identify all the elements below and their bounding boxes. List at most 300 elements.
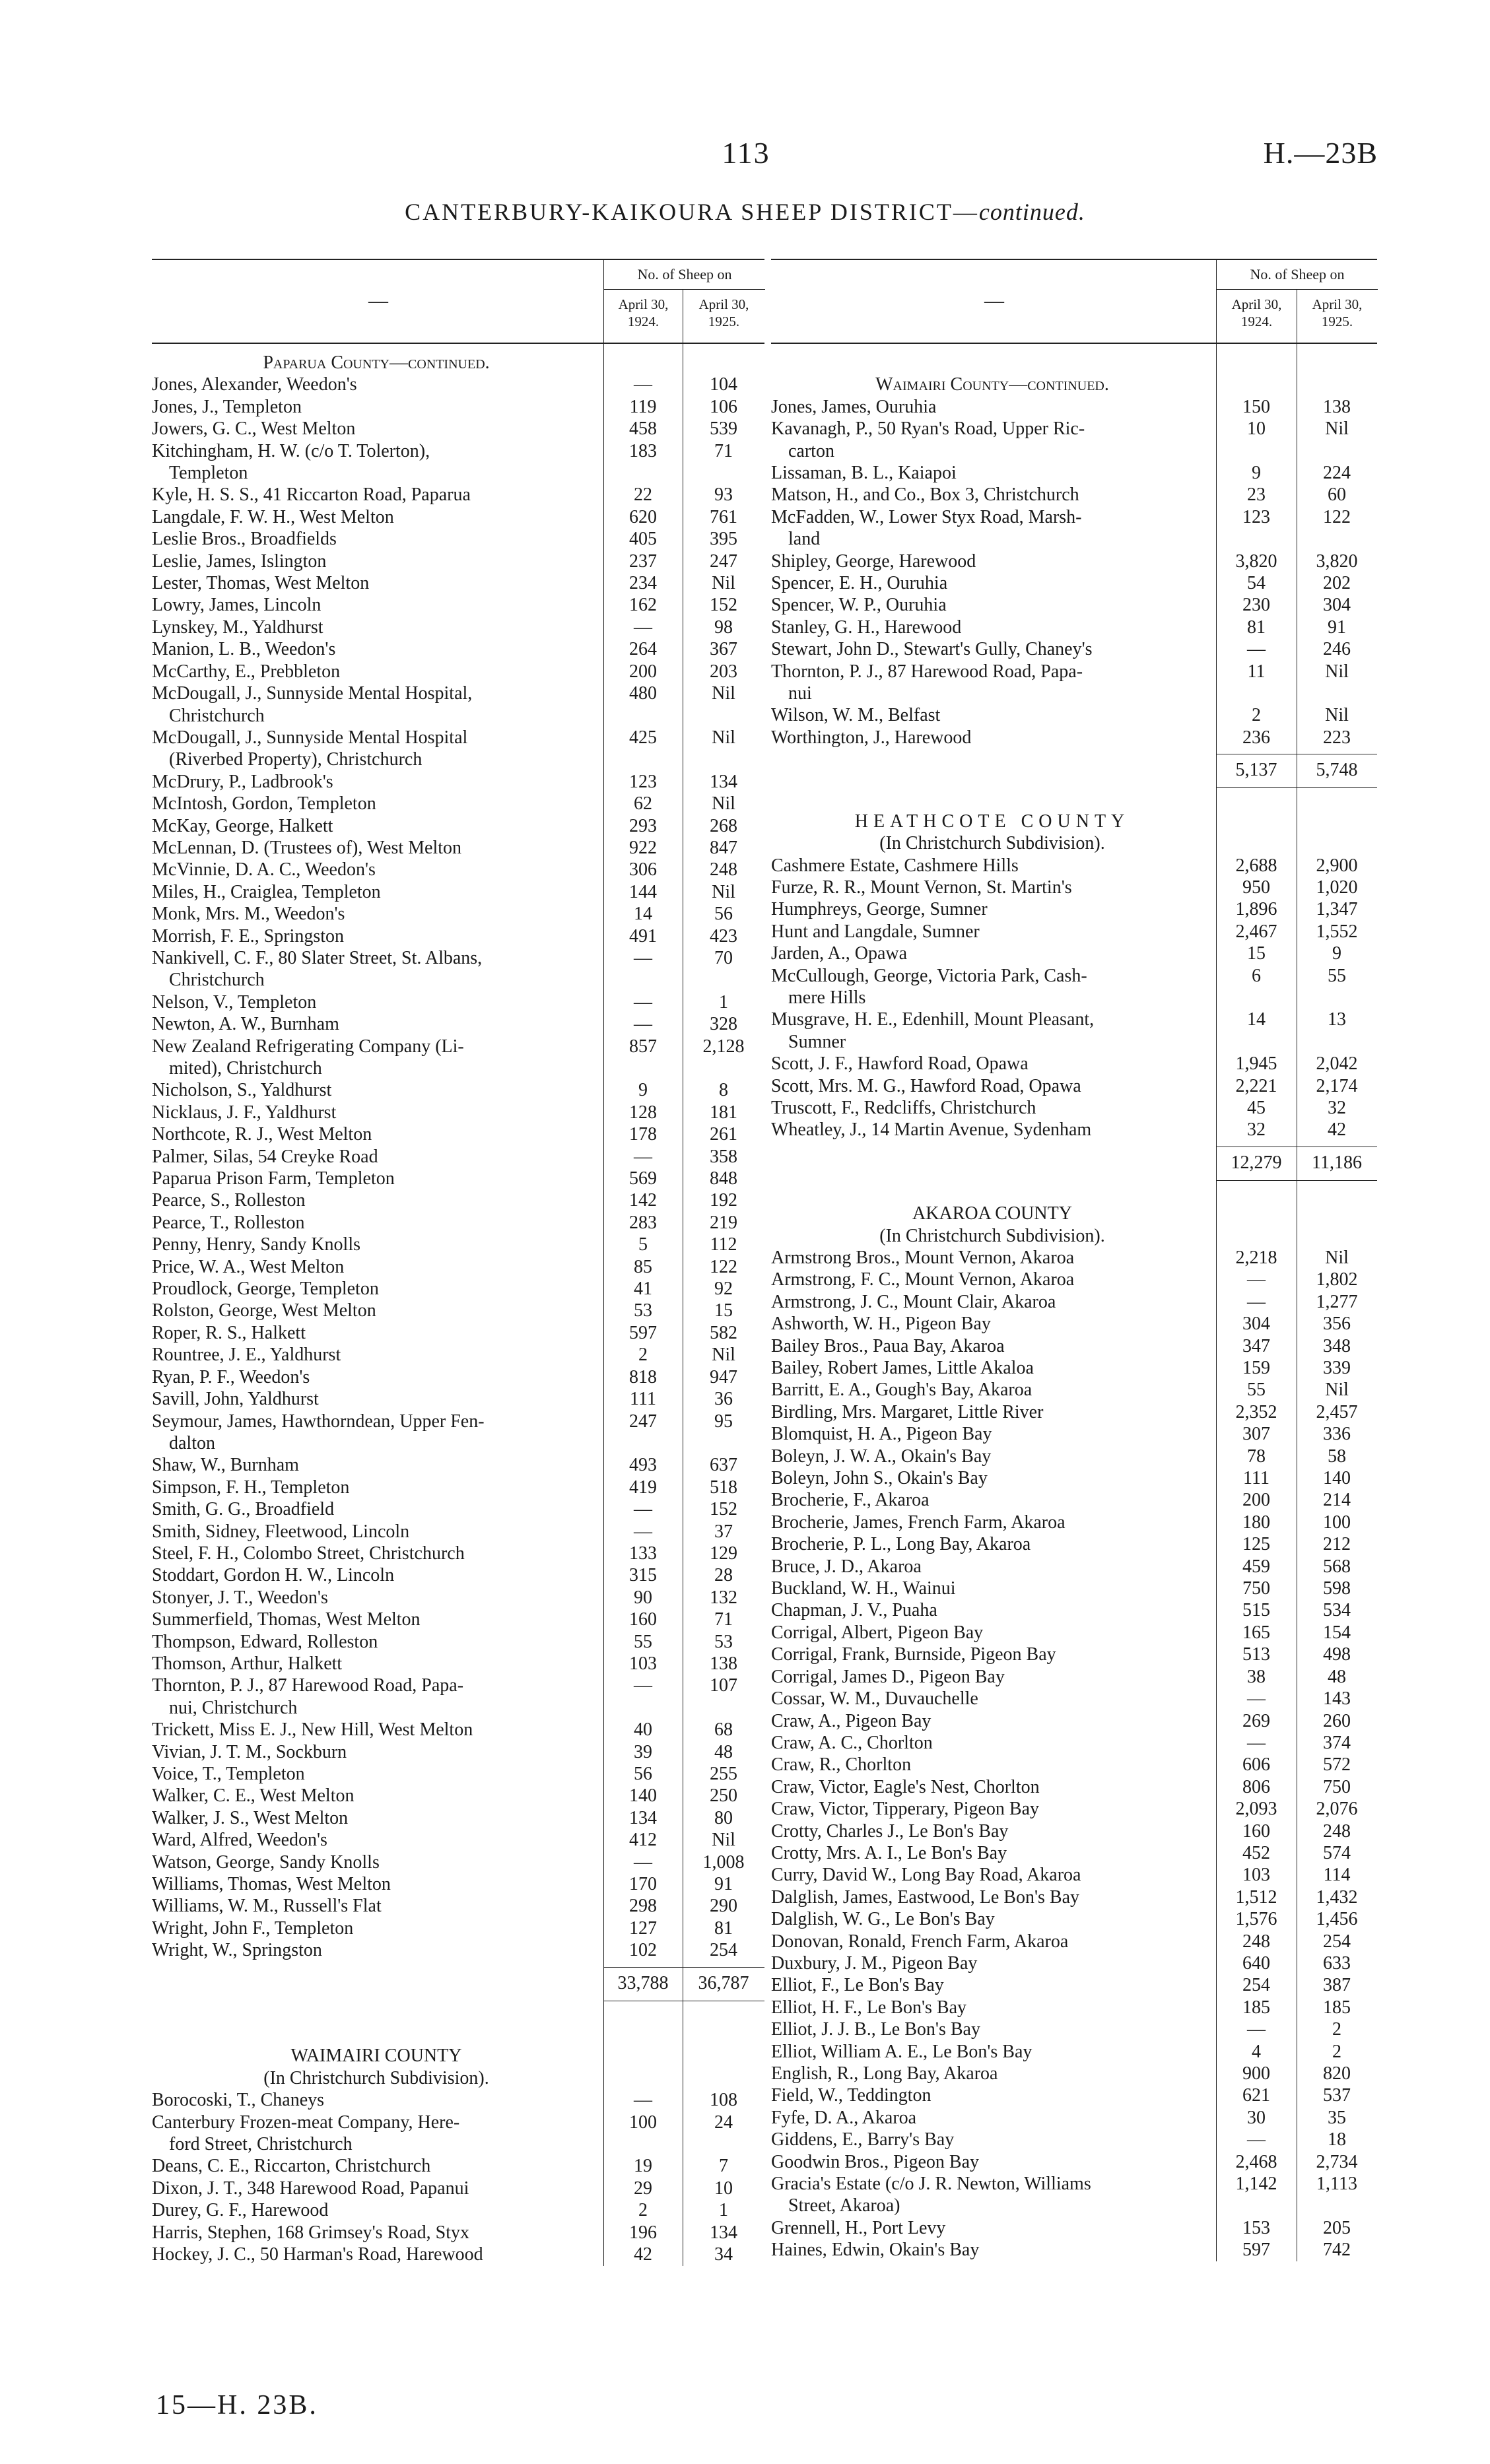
left-column bbox=[152, 259, 764, 2266]
entry-line: Worthington, J., Harewood bbox=[771, 727, 972, 748]
count-1924: 2 bbox=[638, 2200, 648, 2221]
entry-line: English, R., Long Bay, Akaroa bbox=[771, 2063, 998, 2084]
table-row bbox=[152, 1587, 764, 1609]
count-1924: — bbox=[1247, 1291, 1266, 1312]
entry-name bbox=[771, 484, 1207, 506]
count-1925: 1 bbox=[719, 991, 728, 1013]
table-body bbox=[771, 344, 1377, 2261]
count-1925: 181 bbox=[710, 1102, 737, 1123]
entry-name bbox=[771, 1688, 1207, 1710]
table-row bbox=[152, 1785, 764, 1807]
entry-name bbox=[771, 594, 1207, 616]
count-1924: 14 bbox=[1247, 1009, 1266, 1030]
count-1924: 162 bbox=[629, 595, 657, 616]
entry-line: Hockey, J. C., 50 Harman's Road, Harewood bbox=[152, 2244, 483, 2265]
county-subheading: (In Christchurch Subdivision). bbox=[879, 1225, 1105, 1246]
count-1924: 62 bbox=[634, 793, 652, 815]
entry-name bbox=[152, 440, 594, 484]
table-row bbox=[152, 1543, 764, 1564]
count-1924: 254 bbox=[1242, 1975, 1270, 1996]
entry-name bbox=[771, 1931, 1207, 1952]
count-1924: 56 bbox=[634, 1764, 652, 1784]
total-1924: 5,137 bbox=[1235, 760, 1277, 781]
header-col-1924: April 30, 1924. bbox=[1216, 289, 1297, 343]
count-1924: — bbox=[634, 2090, 652, 2111]
table-row bbox=[152, 1344, 764, 1366]
entry-line: Craw, A., Pigeon Bay bbox=[771, 1710, 931, 1731]
entry-name bbox=[152, 1189, 594, 1211]
entry-name bbox=[771, 1622, 1207, 1644]
count-1925: 750 bbox=[1323, 1776, 1351, 1797]
entry-name bbox=[152, 837, 594, 859]
entry-name bbox=[771, 1467, 1207, 1489]
table-row bbox=[771, 550, 1377, 572]
count-1924: 133 bbox=[629, 1543, 657, 1564]
entry-line: nui bbox=[788, 683, 812, 704]
entry-name bbox=[152, 771, 594, 793]
count-1924: 81 bbox=[1247, 616, 1266, 638]
entry-name bbox=[152, 1168, 594, 1189]
entry-name bbox=[152, 1564, 594, 1586]
count-1924: 412 bbox=[629, 1830, 657, 1851]
count-1924: 6 bbox=[1252, 965, 1261, 986]
count-1925: 2 bbox=[1332, 2019, 1341, 2040]
count-1924: 857 bbox=[629, 1036, 657, 1057]
count-1925: 1,432 bbox=[1316, 1886, 1358, 1908]
entry-name bbox=[771, 2217, 1207, 2239]
count-1925: 2,900 bbox=[1316, 855, 1358, 876]
count-1924: 150 bbox=[1242, 396, 1270, 417]
entry-line: Brocherie, James, French Farm, Akaroa bbox=[771, 1512, 1066, 1533]
entry-line: McLennan, D. (Trustees of), West Melton bbox=[152, 837, 462, 858]
count-1924: 170 bbox=[629, 1874, 657, 1895]
table-row bbox=[771, 1908, 1377, 1930]
count-1924: 30 bbox=[1247, 2107, 1266, 2128]
count-1925: 247 bbox=[710, 550, 737, 572]
count-1925: 60 bbox=[1328, 484, 1346, 506]
entry-name bbox=[152, 2112, 594, 2156]
table-row bbox=[152, 1851, 764, 1873]
count-1925: 91 bbox=[1328, 616, 1346, 638]
entry-line: Seymour, James, Hawthorndean, Upper Fen- bbox=[152, 1411, 485, 1432]
entry-line: nui, Christchurch bbox=[169, 1697, 298, 1718]
table-row bbox=[771, 2129, 1377, 2150]
count-1925: 34 bbox=[714, 2244, 733, 2265]
entry-name bbox=[771, 1864, 1207, 1886]
count-1924: 183 bbox=[629, 440, 657, 461]
title-suffix: continued. bbox=[978, 199, 1085, 225]
table-row bbox=[771, 1710, 1377, 1732]
header-dash: — bbox=[984, 290, 1004, 312]
count-1925: 192 bbox=[710, 1190, 737, 1211]
count-1924: 304 bbox=[1242, 1314, 1270, 1335]
table-body bbox=[152, 344, 764, 2266]
total-1925: 11,186 bbox=[1312, 1152, 1362, 1173]
entry-line: Gracia's Estate (c/o J. R. Newton, Williams bbox=[771, 2174, 1091, 2195]
count-1924: 55 bbox=[634, 1631, 652, 1652]
count-1925: 70 bbox=[714, 947, 733, 968]
count-1925: 13 bbox=[1328, 1009, 1346, 1030]
entry-name bbox=[152, 1278, 594, 1300]
count-1924: — bbox=[634, 1675, 652, 1696]
table-row bbox=[152, 1609, 764, 1630]
county-heading: WAIMAIRI COUNTY bbox=[290, 2046, 462, 2067]
count-1925: 92 bbox=[714, 1279, 733, 1300]
entry-line: Corrigal, James D., Pigeon Bay bbox=[771, 1666, 1005, 1687]
total-1924: 33,788 bbox=[617, 1972, 669, 1993]
entry-name bbox=[771, 1886, 1207, 1908]
entry-line: Pearce, T., Rolleston bbox=[152, 1212, 305, 1233]
table-row bbox=[771, 594, 1377, 616]
count-1925: 98 bbox=[714, 616, 733, 638]
table-row bbox=[152, 616, 764, 638]
count-1925: 15 bbox=[714, 1300, 733, 1321]
count-1924: 2,688 bbox=[1235, 855, 1277, 876]
county-subheading: (In Christchurch Subdivision). bbox=[879, 833, 1105, 854]
count-1924: 425 bbox=[629, 727, 657, 748]
count-1924: 750 bbox=[1242, 1578, 1270, 1599]
entry-name bbox=[152, 2155, 594, 2177]
entry-name bbox=[152, 396, 594, 418]
entry-name bbox=[771, 418, 1207, 462]
entry-name bbox=[771, 1291, 1207, 1313]
table-row bbox=[771, 1446, 1377, 1467]
table-row bbox=[771, 616, 1377, 638]
count-1924: 2,468 bbox=[1235, 2151, 1277, 2172]
count-1925: 260 bbox=[1323, 1710, 1351, 1731]
count-1924: 9 bbox=[638, 1080, 648, 1101]
table-row bbox=[152, 947, 764, 991]
count-1924: 102 bbox=[629, 1940, 657, 1961]
count-1925: 367 bbox=[710, 639, 737, 660]
table-row bbox=[771, 1097, 1377, 1119]
entry-line: Elliot, J. J. B., Le Bon's Bay bbox=[771, 2019, 980, 2040]
entry-name bbox=[152, 1388, 594, 1410]
count-1925: 143 bbox=[1323, 1688, 1351, 1710]
table-row bbox=[152, 1212, 764, 1234]
table-row bbox=[771, 2063, 1377, 2084]
entry-name bbox=[152, 2089, 594, 2111]
count-1924: 185 bbox=[1242, 1997, 1270, 2018]
entry-line: Shipley, George, Harewood bbox=[771, 550, 976, 572]
entry-line: Morrish, F. E., Springston bbox=[152, 925, 345, 947]
entry-line: Nankivell, C. F., 80 Slater Street, St. Albans, bbox=[152, 947, 483, 968]
count-1925: 122 bbox=[710, 1256, 737, 1277]
table-row bbox=[152, 1146, 764, 1168]
entry-line: Scott, Mrs. M. G., Hawford Road, Opawa bbox=[771, 1075, 1081, 1096]
entry-line: Simpson, F. H., Templeton bbox=[152, 1477, 350, 1498]
count-1925: 138 bbox=[710, 1653, 737, 1674]
count-1924: 306 bbox=[629, 859, 657, 881]
count-1924: 452 bbox=[1242, 1842, 1270, 1863]
count-1924: — bbox=[634, 991, 652, 1013]
header-col-1924: April 30, 1924. bbox=[603, 289, 683, 343]
entry-line: McDougall, J., Sunnyside Mental Hospital, bbox=[152, 683, 473, 704]
count-1925: 261 bbox=[710, 1124, 737, 1145]
count-1925: 387 bbox=[1323, 1975, 1351, 1996]
entry-line: carton bbox=[788, 440, 834, 461]
entry-line: (Riverbed Property), Christchurch bbox=[169, 749, 423, 770]
entry-name bbox=[771, 2129, 1207, 2150]
section-heading: Waimairi County—continued. bbox=[875, 374, 1109, 395]
table-row bbox=[771, 1776, 1377, 1798]
entry-line: Thornton, P. J., 87 Harewood Road, Papa- bbox=[152, 1675, 464, 1696]
count-1924: 1,945 bbox=[1235, 1053, 1277, 1075]
count-1924: 53 bbox=[634, 1300, 652, 1321]
entry-line: Street, Akaroa) bbox=[788, 2195, 900, 2216]
count-1924: 123 bbox=[1242, 506, 1270, 527]
table-row bbox=[771, 855, 1377, 877]
entry-name bbox=[771, 616, 1207, 638]
entry-name bbox=[771, 2239, 1207, 2261]
count-1925: 48 bbox=[1328, 1666, 1346, 1687]
count-1924: 40 bbox=[634, 1719, 652, 1741]
entry-line: Duxbury, J. M., Pigeon Bay bbox=[771, 1952, 978, 1974]
count-1925: 2,734 bbox=[1316, 2151, 1358, 2172]
entry-line: Crotty, Mrs. A. I., Le Bon's Bay bbox=[771, 1842, 1007, 1863]
count-1924: 606 bbox=[1242, 1754, 1270, 1776]
entry-line: Christchurch bbox=[169, 970, 265, 991]
count-1925: 248 bbox=[1323, 1820, 1351, 1842]
count-1924: 160 bbox=[629, 1609, 657, 1630]
header-col-1925: April 30, 1925. bbox=[683, 289, 764, 343]
count-1924: 298 bbox=[629, 1896, 657, 1917]
entry-name bbox=[152, 793, 594, 815]
count-1925: 68 bbox=[714, 1719, 733, 1741]
count-1925: 55 bbox=[1328, 965, 1346, 986]
count-1924: 19 bbox=[634, 2156, 652, 2177]
entry-line: Nelson, V., Templeton bbox=[152, 991, 317, 1013]
table-row bbox=[152, 1719, 764, 1741]
count-1925: 132 bbox=[710, 1587, 737, 1608]
count-1924: 140 bbox=[629, 1785, 657, 1807]
count-1924: 9 bbox=[1252, 463, 1261, 484]
count-1925: 395 bbox=[710, 529, 737, 550]
entry-line: Leslie, James, Islington bbox=[152, 550, 327, 572]
entry-name bbox=[152, 594, 594, 616]
entry-line: Bailey Bros., Paua Bay, Akaroa bbox=[771, 1335, 1005, 1356]
table-row bbox=[152, 1477, 764, 1498]
count-1925: 37 bbox=[714, 1521, 733, 1542]
entry-name bbox=[152, 1102, 594, 1123]
table-row bbox=[771, 2041, 1377, 2063]
table-row bbox=[152, 2112, 764, 2156]
count-1925: 138 bbox=[1323, 396, 1351, 417]
total-1925: 36,787 bbox=[698, 1972, 749, 1993]
page-number: 113 bbox=[722, 136, 770, 170]
count-1925: 223 bbox=[1323, 727, 1351, 748]
table-row bbox=[152, 1498, 764, 1520]
entry-name bbox=[152, 2222, 594, 2244]
table-row bbox=[152, 484, 764, 506]
entry-line: Thornton, P. J., 87 Harewood Road, Papa- bbox=[771, 661, 1083, 682]
count-1924: 458 bbox=[629, 418, 657, 440]
entry-name bbox=[152, 2178, 594, 2199]
entry-line: Deans, C. E., Riccarton, Christchurch bbox=[152, 2156, 431, 2177]
entry-name bbox=[771, 1599, 1207, 1621]
count-1924: 236 bbox=[1242, 727, 1270, 748]
table-row bbox=[152, 859, 764, 881]
count-1924: 1,512 bbox=[1235, 1886, 1277, 1908]
count-1924: 165 bbox=[1242, 1622, 1270, 1643]
count-1924: 2,221 bbox=[1235, 1075, 1277, 1096]
table-row bbox=[152, 2199, 764, 2221]
entry-line: McDrury, P., Ladbrook's bbox=[152, 771, 333, 792]
count-1925: 35 bbox=[1328, 2107, 1346, 2128]
entry-line: Rolston, George, West Melton bbox=[152, 1300, 376, 1321]
entry-line: Armstrong, F. C., Mount Vernon, Akaroa bbox=[771, 1269, 1075, 1290]
count-1925: 205 bbox=[1323, 2217, 1351, 2238]
table-row bbox=[771, 1313, 1377, 1335]
table-row bbox=[771, 1379, 1377, 1401]
total-row bbox=[603, 1967, 764, 2001]
table-row bbox=[771, 1666, 1377, 1688]
table-row bbox=[152, 1036, 764, 1080]
count-1924: 597 bbox=[1242, 2240, 1270, 2261]
count-1924: 1,576 bbox=[1235, 1909, 1277, 1930]
entry-name bbox=[152, 2244, 594, 2265]
table-row bbox=[771, 484, 1377, 506]
count-1924: 230 bbox=[1242, 595, 1270, 616]
count-1924: 159 bbox=[1242, 1358, 1270, 1379]
entry-line: Northcote, R. J., West Melton bbox=[152, 1124, 372, 1145]
count-1924: 1,896 bbox=[1235, 899, 1277, 920]
entry-name bbox=[152, 727, 594, 771]
entry-name bbox=[152, 1123, 594, 1145]
count-1924: 111 bbox=[1243, 1468, 1270, 1489]
count-1924: 22 bbox=[634, 484, 652, 506]
entry-line: Canterbury Frozen-meat Company, Here- bbox=[152, 2112, 460, 2133]
count-1924: — bbox=[1247, 639, 1266, 660]
count-1925: 80 bbox=[714, 1807, 733, 1828]
entry-name bbox=[771, 1533, 1207, 1555]
entry-line: Templeton bbox=[169, 463, 248, 484]
entry-name bbox=[771, 1710, 1207, 1732]
entry-name bbox=[771, 1423, 1207, 1445]
count-1925: 106 bbox=[710, 396, 737, 417]
spacer bbox=[771, 1181, 1377, 1203]
count-1925: 1,008 bbox=[702, 1851, 745, 1873]
entry-line: Williams, W. M., Russell's Flat bbox=[152, 1896, 382, 1917]
table-row bbox=[152, 2089, 764, 2111]
table-row bbox=[771, 661, 1377, 705]
table-row bbox=[771, 1599, 1377, 1621]
entry-name bbox=[771, 855, 1207, 877]
entry-name bbox=[771, 1644, 1207, 1665]
table-row bbox=[152, 661, 764, 683]
entry-line: Nicholson, S., Yaldhurst bbox=[152, 1080, 332, 1101]
entry-line: Manion, L. B., Weedon's bbox=[152, 639, 336, 660]
entry-name bbox=[152, 1036, 594, 1080]
table-row bbox=[152, 1454, 764, 1476]
entry-line: Voice, T., Templeton bbox=[152, 1764, 305, 1784]
table-row bbox=[771, 2107, 1377, 2129]
table-row bbox=[771, 1798, 1377, 1820]
entry-line: Humphreys, George, Sumner bbox=[771, 899, 988, 920]
entry-line: Christchurch bbox=[169, 705, 265, 726]
count-1925: 114 bbox=[1323, 1865, 1351, 1886]
entry-name bbox=[152, 1675, 594, 1719]
entry-name bbox=[771, 1776, 1207, 1798]
table-row bbox=[771, 1842, 1377, 1864]
entry-name bbox=[771, 661, 1207, 705]
entry-name bbox=[152, 1807, 594, 1829]
entry-line: land bbox=[788, 529, 821, 550]
total-row bbox=[1216, 1147, 1377, 1181]
count-1925: 1,456 bbox=[1316, 1909, 1358, 1930]
table-row bbox=[771, 1357, 1377, 1379]
table-row bbox=[152, 396, 764, 418]
table-row bbox=[771, 1997, 1377, 2018]
entry-name bbox=[771, 965, 1207, 1009]
table-row bbox=[152, 2244, 764, 2265]
count-1925: 1,552 bbox=[1316, 921, 1358, 942]
table-row bbox=[771, 877, 1377, 898]
count-1924: 283 bbox=[629, 1212, 657, 1233]
count-1925: 9 bbox=[1332, 943, 1341, 964]
count-1924: 125 bbox=[1242, 1534, 1270, 1555]
entry-name bbox=[771, 1446, 1207, 1467]
table-row bbox=[152, 837, 764, 859]
total-1925: 5,748 bbox=[1316, 760, 1358, 781]
table-row bbox=[771, 1688, 1377, 1710]
entry-line: Grennell, H., Port Levy bbox=[771, 2217, 946, 2238]
count-1924: 55 bbox=[1247, 1380, 1266, 1401]
table-row bbox=[771, 943, 1377, 964]
entry-line: Giddens, E., Barry's Bay bbox=[771, 2129, 955, 2150]
entry-line: Leslie Bros., Broadfields bbox=[152, 529, 337, 550]
entry-name bbox=[152, 1079, 594, 1101]
entry-line: Ashworth, W. H., Pigeon Bay bbox=[771, 1314, 991, 1335]
entry-line: Stoddart, Gordon H. W., Lincoln bbox=[152, 1565, 395, 1586]
count-1925: Nil bbox=[712, 1830, 735, 1851]
total-row bbox=[1216, 754, 1377, 788]
entry-name bbox=[152, 1234, 594, 1255]
entry-name bbox=[771, 2107, 1207, 2129]
entry-line: Stewart, John D., Stewart's Gully, Chaney's bbox=[771, 639, 1093, 660]
table-row bbox=[152, 1189, 764, 1211]
count-1925: 2,457 bbox=[1316, 1401, 1358, 1422]
count-1925: 848 bbox=[710, 1168, 737, 1189]
entry-line: Cossar, W. M., Duvauchelle bbox=[771, 1688, 978, 1710]
table-row bbox=[152, 991, 764, 1013]
count-1925: Nil bbox=[712, 727, 735, 748]
count-1925: 140 bbox=[1323, 1468, 1351, 1489]
count-1924: 119 bbox=[629, 396, 657, 417]
spacer bbox=[771, 352, 1377, 374]
count-1924: 569 bbox=[629, 1168, 657, 1189]
entry-line: Haines, Edwin, Okain's Bay bbox=[771, 2240, 980, 2261]
table-row bbox=[771, 727, 1377, 749]
entry-line: mited), Christchurch bbox=[169, 1058, 322, 1079]
count-1925: 574 bbox=[1323, 1842, 1351, 1863]
count-1925: 81 bbox=[714, 1917, 733, 1939]
table-row bbox=[152, 683, 764, 727]
entry-name bbox=[152, 683, 594, 727]
count-1924: 10 bbox=[1247, 418, 1266, 440]
entry-line: Spencer, E. H., Ouruhia bbox=[771, 573, 948, 594]
table-row bbox=[771, 1578, 1377, 1599]
count-1925: 108 bbox=[710, 2090, 737, 2111]
entry-line: Corrigal, Frank, Burnside, Pigeon Bay bbox=[771, 1644, 1056, 1665]
count-1925: 1 bbox=[719, 2200, 728, 2221]
entry-line: Elliot, William A. E., Le Bon's Bay bbox=[771, 2041, 1033, 2062]
table-row bbox=[152, 1102, 764, 1123]
count-1925: 339 bbox=[1323, 1358, 1351, 1379]
entry-line: Newton, A. W., Burnham bbox=[152, 1014, 339, 1035]
entry-line: Dalglish, James, Eastwood, Le Bon's Bay bbox=[771, 1886, 1079, 1908]
entry-name bbox=[771, 2173, 1207, 2217]
